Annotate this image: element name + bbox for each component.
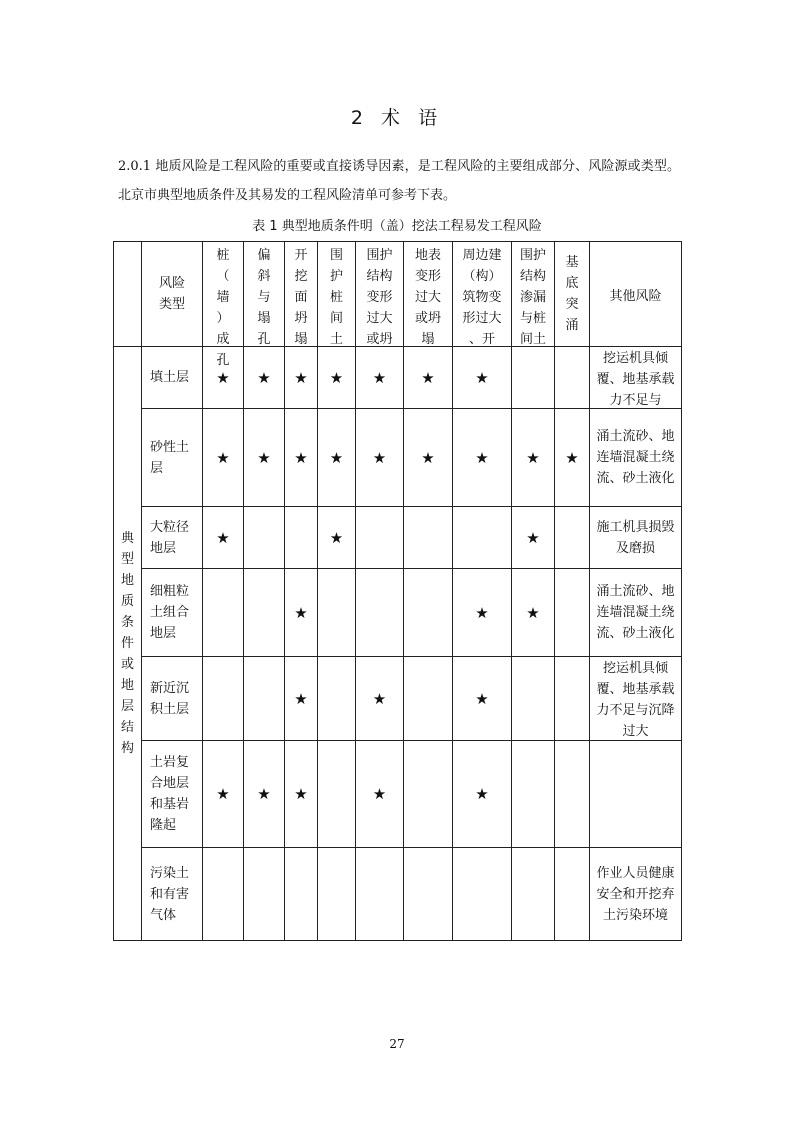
col-header-line: 变形 bbox=[366, 289, 393, 305]
col-header-line: 坍 bbox=[294, 310, 308, 326]
risk-cell bbox=[203, 409, 244, 507]
category-cell bbox=[114, 347, 142, 941]
risk-table bbox=[113, 241, 682, 941]
table-row bbox=[114, 741, 682, 848]
star-icon: ★ bbox=[372, 368, 387, 387]
risk-cell bbox=[404, 657, 453, 741]
risk-cell bbox=[453, 741, 512, 848]
col-header-line: 斜 bbox=[257, 268, 271, 284]
risk-cell bbox=[285, 848, 318, 941]
table-caption: 表 1 典型地质条件明（盖）挖法工程易发工程风险 bbox=[252, 219, 542, 234]
star-icon: ★ bbox=[216, 528, 230, 547]
star-icon: ★ bbox=[257, 368, 271, 387]
category-char: 地 bbox=[120, 573, 134, 588]
risk-cell bbox=[203, 507, 244, 569]
risk-cell bbox=[244, 569, 285, 657]
risk-cell bbox=[203, 569, 244, 657]
col-header-line: 开 bbox=[294, 247, 308, 263]
star-icon: ★ bbox=[329, 528, 344, 547]
star-icon: ★ bbox=[475, 785, 489, 803]
risk-cell bbox=[453, 569, 512, 657]
risk-cell bbox=[203, 657, 244, 741]
col-header-line: 与桩 bbox=[519, 310, 546, 326]
risk-cell bbox=[404, 347, 453, 409]
star-icon: ★ bbox=[294, 368, 308, 387]
col-header bbox=[555, 242, 590, 347]
risk-cell bbox=[285, 507, 318, 569]
section-title: 2 术 语 bbox=[350, 107, 444, 129]
risk-cell bbox=[244, 848, 285, 941]
risk-type-cell: 新近沉积土层 bbox=[142, 657, 203, 741]
risk-cell bbox=[453, 657, 512, 741]
risk-cell bbox=[285, 347, 318, 409]
col-header-line: 偏 bbox=[257, 247, 271, 263]
col-header bbox=[203, 242, 244, 368]
category-char: 结 bbox=[120, 720, 134, 735]
risk-type-cell: 填土层 bbox=[142, 347, 203, 409]
table-row bbox=[114, 409, 682, 507]
risk-cell bbox=[244, 409, 285, 507]
category-char: 典 bbox=[120, 531, 134, 546]
other-risk-cell: 挖运机具倾覆、地基承载力不足与沉降过大 bbox=[590, 657, 682, 741]
risk-cell bbox=[285, 657, 318, 741]
risk-cell bbox=[285, 409, 318, 507]
other-risk-cell: 涌土流砂、地连墙混凝土绕流、砂土液化 bbox=[590, 569, 682, 657]
risk-type-cell: 细粗粒土组合地层 bbox=[142, 569, 203, 657]
risk-cell bbox=[453, 409, 512, 507]
col-header-line: 结构 bbox=[366, 268, 393, 284]
risk-cell bbox=[318, 848, 356, 941]
col-header-line: 围 bbox=[329, 247, 343, 263]
col-header-line: （ bbox=[216, 268, 230, 284]
risk-cell bbox=[203, 741, 244, 848]
risk-cell bbox=[512, 347, 555, 409]
other-risk-cell: 施工机具损毁及磨损 bbox=[590, 507, 682, 569]
other-risk-cell bbox=[590, 741, 682, 848]
col-header bbox=[285, 242, 318, 347]
risk-cell bbox=[244, 507, 285, 569]
category-char: 或 bbox=[120, 657, 134, 672]
star-icon: ★ bbox=[294, 448, 308, 467]
star-icon: ★ bbox=[475, 689, 489, 708]
col-header-line: 周边建 bbox=[462, 247, 502, 263]
star-icon: ★ bbox=[475, 368, 489, 387]
other-risk-cell: 挖运机具倾覆、地基承载力不足与 bbox=[590, 347, 682, 409]
col-header bbox=[356, 242, 404, 347]
risk-cell bbox=[555, 507, 590, 569]
risk-cell bbox=[404, 741, 453, 848]
risk-cell bbox=[512, 848, 555, 941]
risk-cell bbox=[244, 347, 285, 409]
col-header-line: （构） bbox=[462, 268, 502, 284]
star-icon: ★ bbox=[294, 785, 308, 803]
col-header-line: 底 bbox=[565, 276, 579, 291]
col-header-line: 涌 bbox=[565, 318, 579, 333]
risk-cell bbox=[318, 507, 356, 569]
star-icon: ★ bbox=[421, 448, 435, 467]
col-header-line: 或坍 bbox=[366, 331, 393, 347]
star-icon: ★ bbox=[216, 448, 230, 467]
col-header bbox=[244, 242, 285, 347]
col-header-line: 墙 bbox=[216, 289, 230, 305]
col-header-line: 孔 bbox=[257, 331, 271, 347]
col-header-line: 围护 bbox=[366, 247, 393, 263]
col-header-line: 间 bbox=[329, 310, 343, 326]
star-icon: ★ bbox=[294, 603, 308, 622]
star-icon: ★ bbox=[526, 448, 540, 467]
clause-paragraph: 2.0.1 地质风险是工程风险的重要或直接诱导因素，是工程风险的主要组成部分、风险源或类型。北京市典型地质条件及其易发的工程风险清单可参考下表。 bbox=[118, 159, 680, 203]
page-number: 27 bbox=[389, 1037, 405, 1051]
category-char: 条 bbox=[120, 615, 134, 630]
table-row bbox=[114, 507, 682, 569]
star-icon: ★ bbox=[475, 448, 489, 467]
risk-cell bbox=[555, 741, 590, 848]
risk-cell bbox=[404, 848, 453, 941]
risk-cell bbox=[244, 657, 285, 741]
risk-cell bbox=[555, 409, 590, 507]
risk-cell bbox=[512, 409, 555, 507]
risk-cell bbox=[203, 848, 244, 941]
star-icon: ★ bbox=[372, 689, 387, 708]
risk-cell bbox=[318, 741, 356, 848]
risk-cell bbox=[318, 569, 356, 657]
col-header-line: 挖 bbox=[294, 268, 308, 284]
star-icon: ★ bbox=[372, 448, 387, 467]
col-header-line: 土 bbox=[329, 331, 343, 347]
col-header-line: 突 bbox=[565, 297, 579, 312]
risk-type-cell: 污染土和有害气体 bbox=[142, 848, 203, 941]
star-icon: ★ bbox=[257, 448, 271, 467]
table-row bbox=[114, 347, 682, 409]
risk-cell bbox=[404, 507, 453, 569]
col-header-line: 过大 bbox=[366, 310, 393, 326]
risk-cell bbox=[555, 347, 590, 409]
star-icon: ★ bbox=[421, 368, 435, 387]
risk-cell bbox=[356, 347, 404, 409]
category-char: 构 bbox=[120, 741, 134, 756]
risk-cell bbox=[512, 657, 555, 741]
star-icon: ★ bbox=[526, 603, 540, 622]
risk-cell bbox=[356, 409, 404, 507]
col-header-line: 与 bbox=[257, 289, 271, 305]
risk-cell bbox=[285, 741, 318, 848]
risk-cell bbox=[512, 569, 555, 657]
col-header-line: 塌 bbox=[421, 331, 435, 347]
table-row bbox=[114, 848, 682, 941]
table-row bbox=[114, 569, 682, 657]
risk-type-cell: 大粒径地层 bbox=[142, 507, 203, 569]
col-header-line: 塌 bbox=[294, 331, 308, 347]
col-header-line: 变形 bbox=[414, 268, 441, 284]
col-header-line: 筑物变 bbox=[462, 289, 502, 305]
risk-cell bbox=[555, 657, 590, 741]
other-header: 其他风险 bbox=[590, 242, 682, 347]
risk-cell bbox=[244, 741, 285, 848]
risk-cell bbox=[318, 347, 356, 409]
other-risk-cell: 作业人员健康安全和开挖弃土污染环境 bbox=[590, 848, 682, 941]
star-icon: ★ bbox=[526, 528, 540, 547]
col-header-line: 围护 bbox=[519, 247, 546, 263]
col-header-line: 形过大 bbox=[462, 310, 502, 326]
risk-cell bbox=[512, 741, 555, 848]
col-header bbox=[512, 242, 555, 347]
col-header-line: 间土 bbox=[519, 331, 546, 347]
col-header bbox=[404, 242, 453, 347]
col-header-line: 过大 bbox=[414, 289, 441, 305]
col-header-line: 面 bbox=[294, 289, 308, 305]
risk-cell bbox=[404, 409, 453, 507]
other-risk-cell: 涌土流砂、地连墙混凝土绕流、砂土液化 bbox=[590, 409, 682, 507]
risk-cell bbox=[356, 569, 404, 657]
risk-cell bbox=[318, 409, 356, 507]
table-row bbox=[114, 657, 682, 741]
header-row bbox=[114, 242, 682, 347]
col-header-line: 渗漏 bbox=[519, 289, 546, 305]
category-char: 地 bbox=[120, 678, 134, 693]
star-icon: ★ bbox=[216, 785, 230, 803]
risk-type-cell: 土岩复合地层和基岩隆起 bbox=[142, 741, 203, 848]
col-header-line: 地表 bbox=[414, 247, 441, 263]
col-header-line: ） bbox=[216, 310, 230, 326]
risk-cell bbox=[453, 347, 512, 409]
col-header bbox=[453, 242, 512, 347]
type-header: 风险类型 bbox=[142, 242, 203, 347]
col-header-line: 孔 bbox=[216, 352, 230, 368]
category-char: 质 bbox=[120, 594, 134, 609]
risk-cell bbox=[356, 657, 404, 741]
star-icon: ★ bbox=[565, 448, 579, 467]
star-icon: ★ bbox=[294, 689, 308, 708]
category-char: 层 bbox=[120, 699, 134, 714]
risk-cell bbox=[453, 848, 512, 941]
col-header-line: 或坍 bbox=[414, 310, 441, 326]
col-header-line: 护 bbox=[329, 268, 343, 284]
risk-cell bbox=[356, 848, 404, 941]
col-header-line: 桩 bbox=[216, 247, 230, 263]
star-icon: ★ bbox=[372, 785, 387, 803]
star-icon: ★ bbox=[257, 785, 271, 803]
risk-cell bbox=[356, 741, 404, 848]
col-header-line: 、开 bbox=[468, 331, 495, 347]
col-header-line: 结构 bbox=[519, 268, 546, 284]
risk-cell bbox=[555, 848, 590, 941]
risk-cell bbox=[356, 507, 404, 569]
col-header-line: 桩 bbox=[329, 289, 343, 305]
risk-cell bbox=[453, 507, 512, 569]
star-icon: ★ bbox=[329, 368, 344, 387]
col-header-line: 成 bbox=[216, 331, 230, 347]
category-char: 型 bbox=[120, 552, 134, 567]
col-header-line: 塌 bbox=[257, 310, 271, 326]
star-icon: ★ bbox=[475, 603, 489, 622]
category-char: 件 bbox=[120, 636, 134, 651]
corner-cell bbox=[114, 242, 142, 347]
col-header-line: 基 bbox=[565, 255, 579, 270]
star-icon: ★ bbox=[329, 448, 344, 467]
risk-cell bbox=[318, 657, 356, 741]
risk-cell bbox=[285, 569, 318, 657]
table-body bbox=[114, 347, 682, 941]
star-icon: ★ bbox=[216, 368, 230, 387]
risk-cell bbox=[512, 507, 555, 569]
risk-cell bbox=[404, 569, 453, 657]
risk-type-cell: 砂性土层 bbox=[142, 409, 203, 507]
col-header bbox=[318, 242, 356, 347]
risk-cell bbox=[555, 569, 590, 657]
